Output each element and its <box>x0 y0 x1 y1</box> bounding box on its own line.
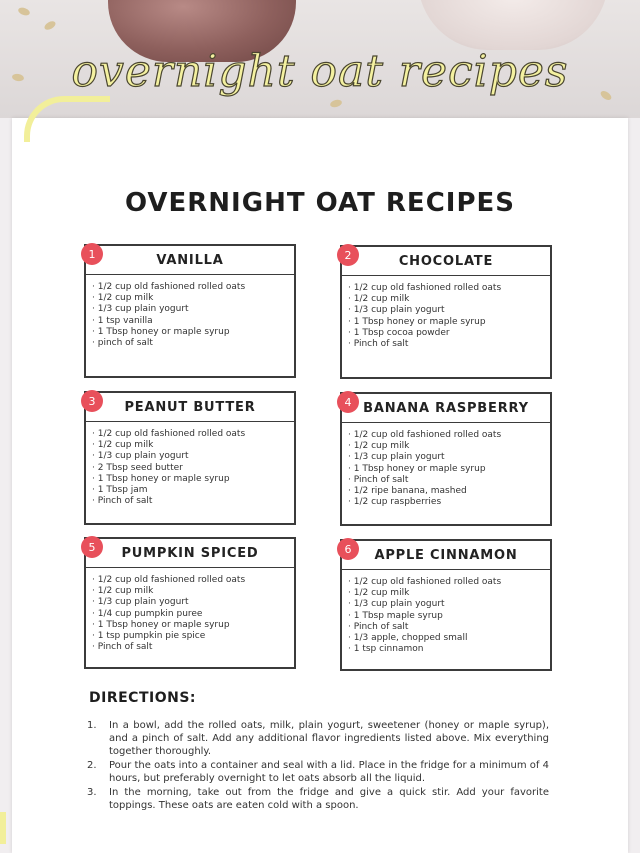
recipe-number-badge: 3 <box>81 390 103 412</box>
direction-step <box>87 786 549 812</box>
ingredient: · 1/3 apple, chopped small <box>348 633 542 644</box>
step-number: 1. <box>87 720 97 731</box>
direction-step <box>87 719 549 758</box>
document-title: OVERNIGHT OAT RECIPES <box>124 188 515 218</box>
step-number: 3. <box>87 787 97 798</box>
ingredient: · 1/2 cup milk <box>348 588 542 599</box>
ingredient: · 1/2 cup old fashioned rolled oats <box>92 282 286 293</box>
ingredient: · 1/2 cup old fashioned rolled oats <box>92 429 286 440</box>
oat-flake <box>43 19 57 31</box>
ingredient: · 1/2 cup milk <box>92 586 286 597</box>
recipe-name: BANANA RASPBERRY <box>342 394 550 423</box>
recipe-name: PUMPKIN SPICED <box>86 539 294 568</box>
ingredient: · 1/2 cup milk <box>348 294 542 305</box>
ingredient: · 2 Tbsp seed butter <box>92 463 286 474</box>
ingredient: · 1 Tbsp honey or maple syrup <box>348 464 542 475</box>
ingredient: · 1/2 cup old fashioned rolled oats <box>348 430 542 441</box>
recipe-card-pumpkin-spiced <box>84 537 296 669</box>
decorative-bar <box>0 812 6 844</box>
recipe-card-apple-cinnamon <box>340 539 552 671</box>
ingredient: · 1/4 cup pumpkin puree <box>92 609 286 620</box>
ingredient-list <box>342 276 550 356</box>
ingredient: · 1/2 cup old fashioned rolled oats <box>348 283 542 294</box>
ingredient-list <box>86 568 294 659</box>
ingredient: · Pinch of salt <box>348 475 542 486</box>
directions-list <box>87 719 549 813</box>
ingredient: · 1/3 cup plain yogurt <box>348 305 542 316</box>
ingredient: · 1/3 cup plain yogurt <box>348 452 542 463</box>
recipe-number-badge: 5 <box>81 536 103 558</box>
ingredient: · 1 Tbsp cocoa powder <box>348 328 542 339</box>
ingredient: · 1/2 cup milk <box>92 440 286 451</box>
ingredient: · 1 tsp pumpkin pie spice <box>92 631 286 642</box>
ingredient: · 1 Tbsp jam <box>92 485 286 496</box>
ingredient: · 1/2 cup milk <box>92 293 286 304</box>
ingredient: · 1/2 cup old fashioned rolled oats <box>348 577 542 588</box>
recipe-number-badge: 1 <box>81 243 103 265</box>
ingredient-list <box>86 422 294 513</box>
ingredient: · 1/3 cup plain yogurt <box>92 597 286 608</box>
ingredient: · pinch of salt <box>92 338 286 349</box>
recipe-name: VANILLA <box>86 246 294 275</box>
ingredient: · Pinch of salt <box>348 339 542 350</box>
ingredient: · 1 Tbsp honey or maple syrup <box>92 474 286 485</box>
step-text: Pour the oats into a container and seal with a lid. Place in the fridge for a minimum of 4 hours, but preferably overnight to let oats absorb all the liquid. <box>109 760 549 784</box>
ingredient: · 1/2 cup raspberries <box>348 497 542 508</box>
ingredient: · Pinch of salt <box>92 496 286 507</box>
step-text: In the morning, take out from the fridge and give a quick stir. Add your favorite toppings. These oats are eaten cold with a spoon. <box>109 787 549 811</box>
ingredient: · 1 tsp vanilla <box>92 316 286 327</box>
recipe-name: APPLE CINNAMON <box>342 541 550 570</box>
ingredient: · 1/2 cup old fashioned rolled oats <box>92 575 286 586</box>
ingredient: · Pinch of salt <box>92 642 286 653</box>
step-number: 2. <box>87 760 97 771</box>
ingredient: · 1 Tbsp honey or maple syrup <box>348 317 542 328</box>
directions-heading: DIRECTIONS: <box>89 690 197 706</box>
ingredient: · 1 Tbsp maple syrup <box>348 611 542 622</box>
recipe-number-badge: 2 <box>337 244 359 266</box>
recipe-card-banana-raspberry <box>340 392 552 526</box>
recipe-document <box>12 118 628 853</box>
overlay-title: overnight oat recipes <box>71 46 569 97</box>
ingredient-list <box>342 570 550 661</box>
ingredient: · 1/3 cup plain yogurt <box>348 599 542 610</box>
recipe-name: CHOCOLATE <box>342 247 550 276</box>
recipe-number-badge: 6 <box>337 538 359 560</box>
ingredient-list <box>86 275 294 355</box>
ingredient: · 1 Tbsp honey or maple syrup <box>92 327 286 338</box>
ingredient: · 1 tsp cinnamon <box>348 644 542 655</box>
ingredient: · 1/2 ripe banana, mashed <box>348 486 542 497</box>
ingredient: · 1/3 cup plain yogurt <box>92 451 286 462</box>
oat-flake <box>17 6 31 17</box>
recipe-card-chocolate <box>340 245 552 379</box>
recipe-name: PEANUT BUTTER <box>86 393 294 422</box>
jar-vanilla-oats <box>418 0 608 50</box>
recipe-card-vanilla <box>84 244 296 378</box>
ingredient: · Pinch of salt <box>348 622 542 633</box>
direction-step <box>87 759 549 785</box>
ingredient: · 1/2 cup milk <box>348 441 542 452</box>
ingredient: · 1/3 cup plain yogurt <box>92 304 286 315</box>
step-text: In a bowl, add the rolled oats, milk, plain yogurt, sweetener (honey or maple syrup), and a pinch of salt. Add any additional flavor ingredients listed above. Mix everything together thoroughly. <box>109 720 549 757</box>
oat-flake <box>329 99 342 109</box>
recipe-number-badge: 4 <box>337 391 359 413</box>
ingredient: · 1 Tbsp honey or maple syrup <box>92 620 286 631</box>
recipe-card-peanut-butter <box>84 391 296 525</box>
ingredient-list <box>342 423 550 514</box>
